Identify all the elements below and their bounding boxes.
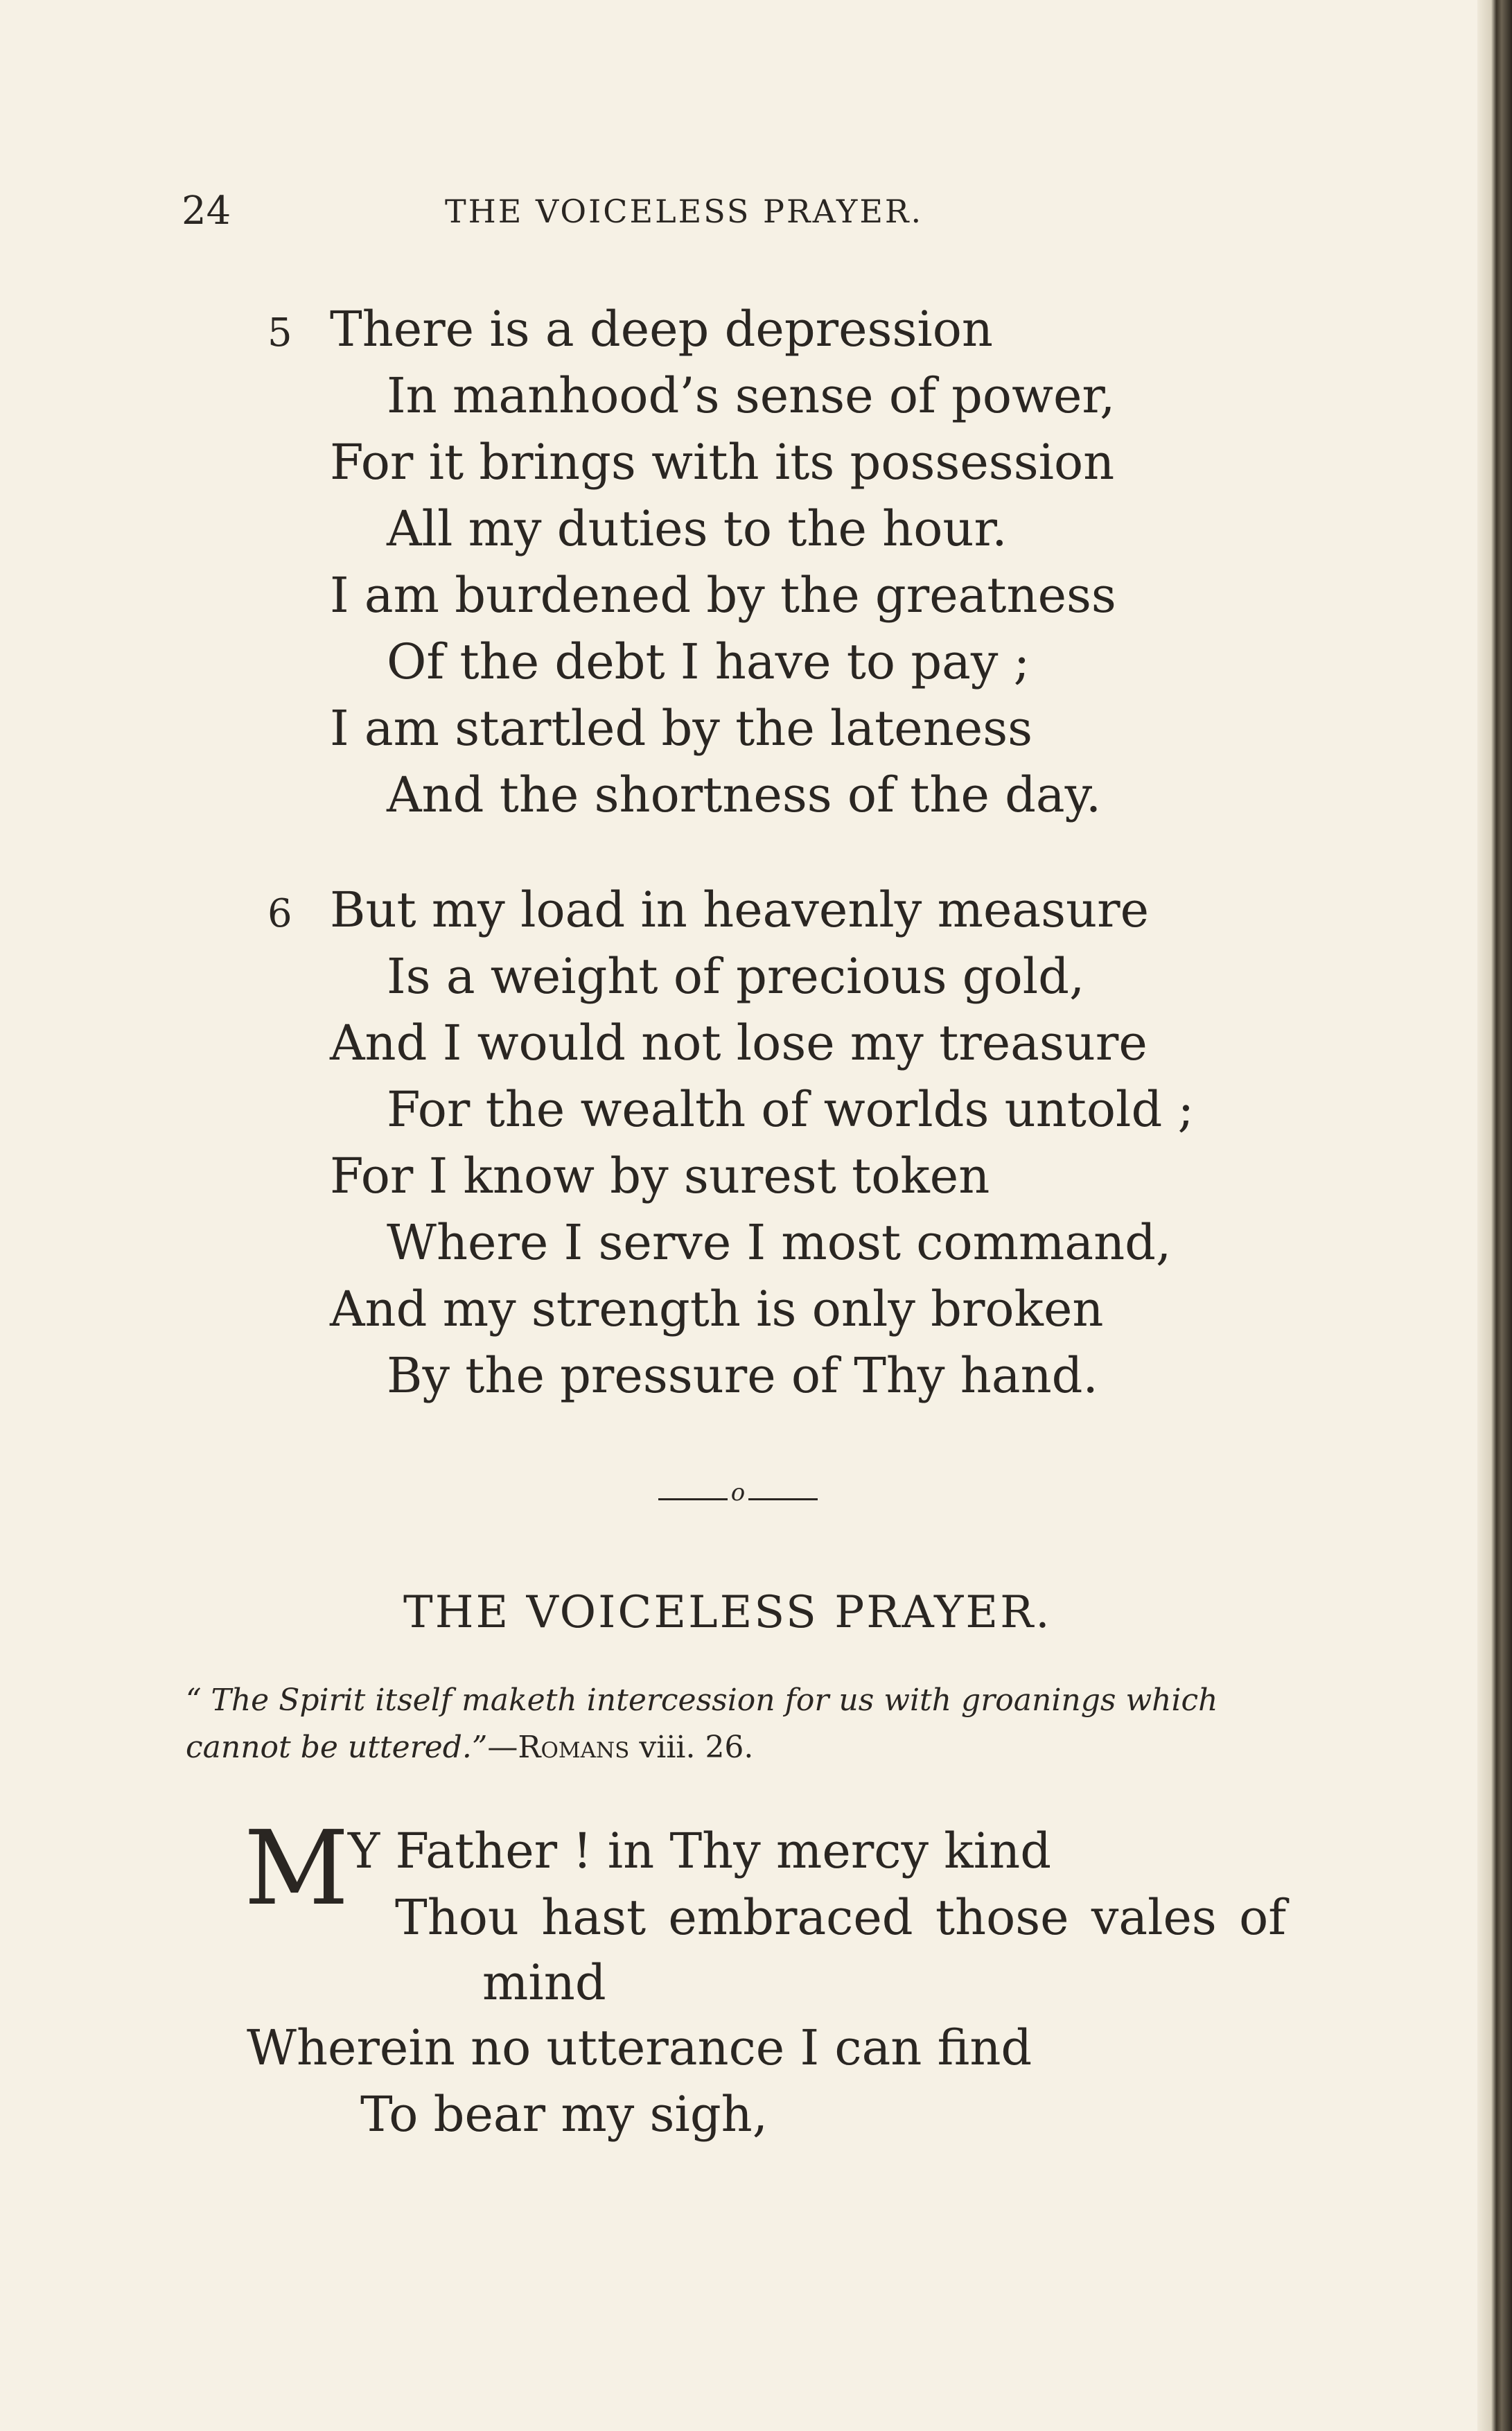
page-edge: [1477, 0, 1512, 2431]
verse-line: By the pressure of Thy hand.: [387, 1347, 1098, 1404]
section-divider: [658, 1479, 825, 1509]
epigraph-dash: —: [487, 1730, 518, 1765]
epigraph-text: “ The Spirit itself maketh intercession for us with groanings which: [186, 1683, 1218, 1718]
verse-line: And the shortness of the day.: [387, 766, 1102, 823]
verse-line: Is a weight of precious gold,: [387, 948, 1085, 1005]
poem-title: THE VOICELESS PRAYER.: [403, 1587, 1052, 1638]
stanza-number: 6: [267, 891, 292, 936]
divider-rule: [658, 1498, 728, 1500]
verse-line: Thou hast embraced those vales of: [395, 1889, 1287, 1946]
verse-line: For I know by surest token: [330, 1148, 990, 1204]
verse-line: To bear my sigh,: [360, 2086, 768, 2143]
verse-line: I am startled by the lateness: [330, 700, 1033, 757]
scripture-reference-chapter: viii. 26.: [629, 1730, 754, 1765]
divider-ornament: o: [730, 1479, 746, 1507]
verse-line: mind: [482, 1954, 606, 2011]
verse-line: But my load in heavenly measure: [330, 881, 1150, 938]
running-head: THE VOICELESS PRAYER.: [445, 193, 924, 230]
verse-line: And I would not lose my treasure: [330, 1015, 1148, 1071]
verse-line: All my duties to the hour.: [387, 500, 1008, 557]
verse-line: In manhood’s sense of power,: [387, 367, 1116, 424]
verse-line: And my strength is only broken: [330, 1281, 1104, 1337]
verse-line: For the wealth of worlds untold ;: [387, 1081, 1195, 1138]
divider-rule: [748, 1498, 818, 1500]
verse-line: Of the debt I have to pay ;: [387, 633, 1030, 690]
verse-line: Where I serve I most command,: [387, 1214, 1172, 1271]
epigraph-line-1: [186, 1683, 1218, 1718]
page-number: 24: [182, 188, 231, 234]
scripture-reference-book: Romans: [518, 1730, 630, 1765]
epigraph-text: cannot be uttered.”: [186, 1730, 488, 1765]
verse-line: I am burdened by the greatness: [330, 567, 1116, 624]
epigraph-line-2: [186, 1730, 753, 1765]
verse-line: Y Father ! in Thy mercy kind: [348, 1823, 1051, 1879]
verse-line: Wherein no utterance I can find: [247, 2019, 1032, 2076]
verse-line: For it brings with its possession: [330, 434, 1115, 491]
drop-cap: M: [244, 1809, 349, 1928]
verse-line: There is a deep depression: [330, 301, 993, 358]
page-header: [182, 188, 1041, 237]
stanza-number: 5: [267, 310, 292, 356]
